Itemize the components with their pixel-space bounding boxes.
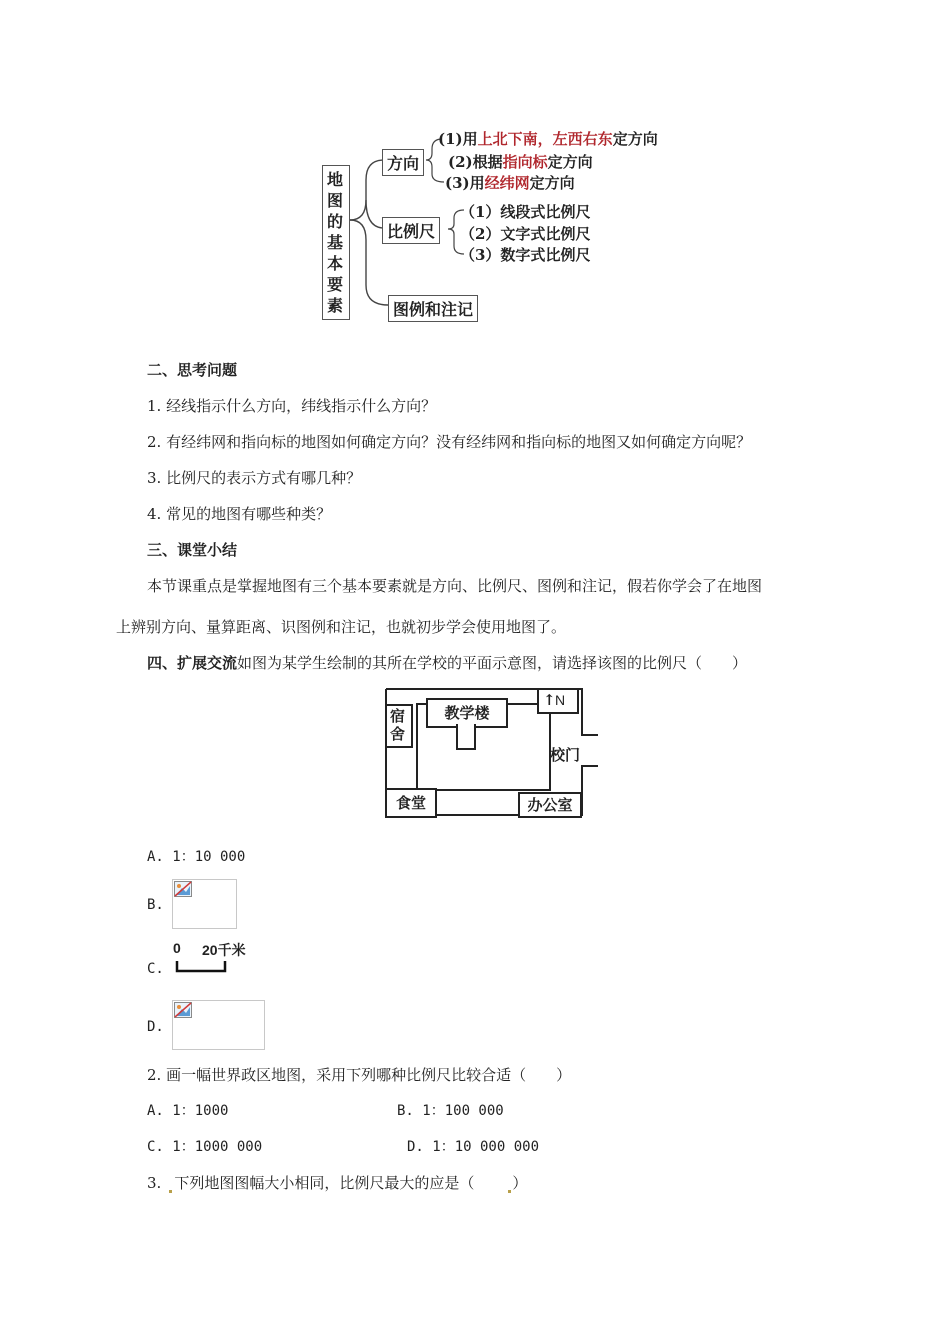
dorm-label: 宿舍 [390, 707, 406, 743]
office-label: 办公室 [527, 796, 573, 814]
office-building [518, 792, 582, 818]
scale-item-1: （1）线段式比例尺 [460, 203, 591, 221]
direction-item-1-hl1: 上北下南 [477, 130, 538, 148]
canteen-building [385, 788, 437, 818]
q2-text: 2. 画一幅世界政区地图，采用下列哪种比例尺比较合适（ ） [147, 1066, 572, 1084]
q1-text: 如图为某学生绘制的其所在学校的平面示意图，请选择该图的比例尺（ ） [237, 654, 748, 672]
scale-bar-line [172, 960, 232, 974]
concept-map [300, 110, 700, 330]
north-arrow-box [537, 688, 579, 714]
legend-label: 图例和注记 [393, 300, 474, 319]
section2-heading: 二、思考问题 [147, 361, 238, 379]
q1-option-d: D. [147, 1019, 164, 1035]
question-4: 4. 常见的地图有哪些种类？ [147, 505, 332, 523]
q1-option-c: C. [147, 961, 164, 977]
broken-image-icon [174, 881, 192, 897]
q2-option-a: A. 1：1000 [147, 1103, 229, 1119]
teaching-label: 教学楼 [444, 704, 490, 722]
dorm-building [385, 704, 413, 748]
direction-item-3-hl1: 经纬网 [484, 174, 530, 192]
direction-item-2-suffix: 定方向 [547, 153, 593, 171]
q3-dot-mark-2 [508, 1190, 511, 1193]
question-2: 2. 有经纬网和指向标的地图如何确定方向？没有经纬网和指向标的地图又如何确定方向呢？ [147, 433, 752, 451]
scale-label: 比例尺 [387, 222, 436, 241]
q1-option-b: B. [147, 897, 164, 913]
q3-close: ） [512, 1174, 528, 1192]
section4-q1 [147, 653, 747, 673]
direction-item-1 [438, 128, 658, 149]
gate-label: 校门 [550, 746, 581, 764]
section3-heading: 三、课堂小结 [147, 541, 238, 559]
broken-image-icon [174, 1002, 192, 1018]
teaching-building-stem [456, 724, 476, 750]
section4-heading: 四、扩展交流 [147, 654, 238, 672]
direction-item-2-hl1: 指向标 [502, 153, 548, 171]
north-arrow-icon: ↑ [543, 691, 556, 709]
summary-line-2: 上辨别方向、量算距离、识图例和注记，也就初步学会使用地图了。 [116, 618, 567, 636]
direction-item-1-prefix: (1)用 [438, 130, 478, 148]
scale-item-3: （3）数字式比例尺 [460, 246, 591, 264]
direction-item-2 [448, 151, 593, 172]
question-3: 3. 比例尺的表示方式有哪几种？ [147, 469, 362, 487]
direction-item-3 [445, 172, 575, 193]
direction-item-3-prefix: (3)用 [445, 174, 485, 192]
q1-option-a: A. 1：10 000 [147, 849, 246, 865]
root-label: 地图的基本要素 [326, 170, 343, 315]
legend-box [388, 295, 478, 322]
scale-zero: 0 [173, 940, 181, 956]
direction-box [382, 149, 424, 176]
q1-option-d-image [172, 1000, 265, 1050]
scale-value: 20千米 [202, 942, 246, 958]
summary-line-1: 本节课重点是掌握地图有三个基本要素就是方向、比例尺、图例和注记，假若你学会了在地图 [147, 577, 763, 595]
direction-item-2-prefix: (2)根据 [448, 153, 503, 171]
q2-option-b: B. 1：100 000 [397, 1103, 504, 1119]
direction-label: 方向 [387, 154, 420, 173]
concept-map-root [322, 165, 350, 320]
scale-box [382, 217, 440, 244]
q2-option-d: D. 1：10 000 000 [407, 1139, 540, 1155]
direction-item-3-suffix: 定方向 [529, 174, 575, 192]
direction-item-1-suffix: 定方向 [612, 130, 658, 148]
question-1: 1. 经线指示什么方向，纬线指示什么方向？ [147, 397, 437, 415]
direction-item-1-mid: ， [537, 130, 553, 148]
q1-option-b-image [172, 879, 237, 929]
q3-number: 3. [147, 1174, 162, 1192]
q2-option-c: C. 1：1000 000 [147, 1139, 263, 1155]
school-map [385, 688, 600, 818]
canteen-label: 食堂 [395, 794, 426, 812]
direction-item-1-hl2: 左西右东 [552, 130, 613, 148]
q3 [147, 1173, 527, 1193]
scale-item-2: （2）文字式比例尺 [460, 225, 591, 243]
north-label: N [555, 692, 566, 708]
q3-text: 下列地图图幅大小相同，比例尺最大的应是（ [174, 1174, 475, 1192]
q1-option-c-scale-bar [172, 940, 262, 976]
q3-dot-mark [169, 1190, 172, 1193]
